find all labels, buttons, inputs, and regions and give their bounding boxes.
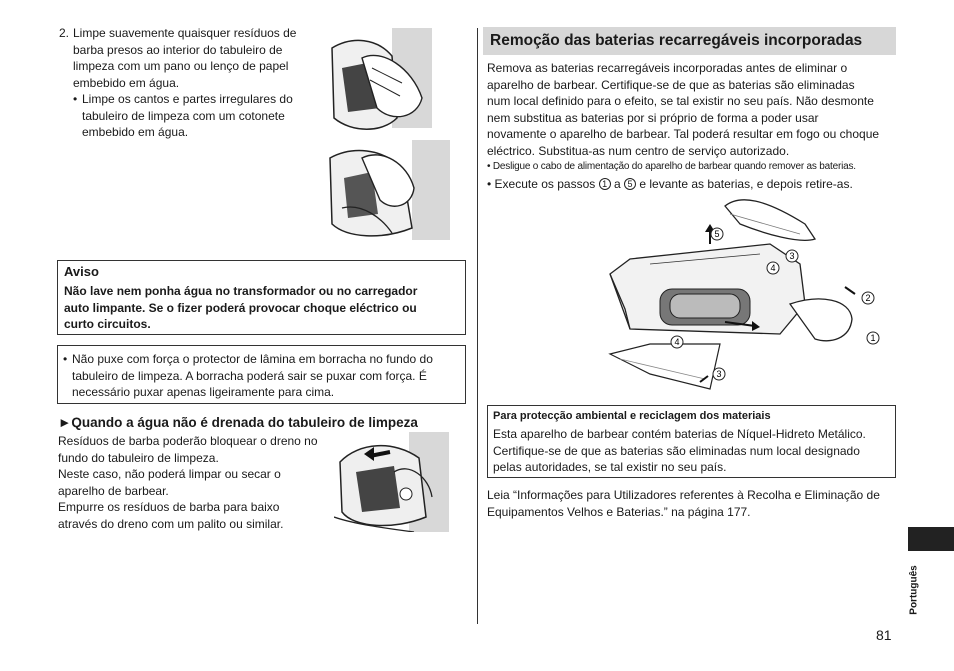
- text-line: embebido em água.: [73, 75, 180, 90]
- steps-text-mid: a: [613, 177, 621, 191]
- text-line: Remova as baterias recarregáveis incorporadas antes de eliminar o: [487, 61, 848, 75]
- text-line: tabuleiro de limpeza. A borracha poderá sair se puxar com força. É: [72, 368, 427, 383]
- diagram-label-3: 3: [789, 251, 795, 261]
- language-tab: [908, 527, 954, 551]
- bullet-marker: •: [487, 161, 491, 172]
- drain-illustration: [334, 432, 449, 532]
- diagram-label-3-bottom: 3: [716, 369, 722, 379]
- text-line: num local definido para o efeito, se tal existir no seu país. Não desmonte: [487, 94, 874, 108]
- diagram-label-2: 2: [865, 293, 871, 303]
- read-info-text: [487, 487, 880, 520]
- text-line: tabuleiro de limpeza com um cotonete: [82, 108, 285, 123]
- step-2-bullet-text: [82, 91, 293, 141]
- text-line: Certifique-se de que as baterias são eliminadas num local designado: [493, 443, 860, 458]
- text-line: nem substitua as baterias por si próprio de forma a poder usar: [487, 110, 819, 125]
- text-line: Limpe suavemente quaisquer resíduos de: [73, 26, 297, 40]
- bullet-marker: •: [487, 177, 492, 191]
- bullet-unplug-text: Desligue o cabo de alimentação do aparelho de barbear quando remover as baterias.: [492, 161, 856, 172]
- steps-text-pre: Execute os passos: [494, 177, 596, 191]
- bullet-marker: •: [73, 92, 78, 106]
- step-2-number: 2.: [59, 26, 70, 40]
- text-line: embebido em água.: [82, 125, 189, 139]
- text-line: novamente o aparelho de barbear. Tal poderá resultar em fogo ou choque: [487, 127, 880, 141]
- text-line: auto limpante. Se o fizer poderá provocar choque eléctrico ou: [64, 300, 417, 315]
- text-line: pelas autoridades, se tal existir no seu país.: [493, 460, 727, 474]
- bullet-steps: [487, 176, 853, 193]
- text-line: Leia “Informações para Utilizadores referentes à Recolha e Eliminação de: [487, 488, 880, 502]
- text-line: limpeza com um pano ou lenço de papel: [73, 59, 289, 73]
- page-number: 81: [876, 627, 892, 643]
- step-number-circle: 1: [599, 178, 611, 190]
- language-text: Português: [908, 565, 920, 615]
- diagram-label-4: 4: [770, 263, 776, 273]
- diagram-label-1: 1: [870, 333, 876, 343]
- text-line: Equipamentos Velhos e Baterias.” na página 177.: [487, 504, 751, 519]
- column-divider: [477, 28, 478, 624]
- drain-heading-text: Quando a água não é drenada do tabuleiro de limpeza: [71, 415, 418, 430]
- step-number-circle: 5: [624, 178, 636, 190]
- text-line: Neste caso, não poderá limpar ou secar o: [58, 467, 281, 481]
- environment-title: Para protecção ambiental e reciclagem dos materiais: [493, 410, 771, 422]
- text-line: eléctrico. Substitua-as num centro de serviço autorizado.: [487, 143, 790, 158]
- text-line: barba presos ao interior do tabuleiro de: [73, 42, 283, 57]
- text-line: aparelho de barbear.: [58, 483, 169, 498]
- text-line: Não puxe com força o protector de lâmina em borracha no fundo do: [72, 352, 433, 366]
- steps-text-post: e levante as baterias, e depois retire-as.: [639, 177, 853, 191]
- step-2-text: [73, 25, 296, 91]
- text-line: Limpe os cantos e partes irregulares do: [82, 92, 293, 106]
- battery-removal-text: [487, 60, 879, 159]
- language-label: [903, 560, 925, 620]
- text-line: Empurre os resíduos de barba para baixo: [58, 500, 280, 514]
- section-heading: Remoção das baterias recarregáveis incorporadas: [490, 32, 863, 49]
- text-line: através do dreno com um palito ou similar.: [58, 516, 284, 531]
- cleaning-tray-illustration: [322, 28, 450, 242]
- text-line: Esta aparelho de barbear contém baterias de Níquel-Hidreto Metálico.: [493, 427, 866, 441]
- section-heading-bar: [483, 27, 896, 55]
- environment-text: [493, 426, 866, 476]
- diagram-label-4-bottom: 4: [674, 337, 680, 347]
- text-line: Não lave nem ponha água no transformador ou no carregador: [64, 284, 418, 298]
- text-line: fundo do tabuleiro de limpeza.: [58, 450, 219, 465]
- drain-text: [58, 433, 318, 532]
- warning-text: [64, 283, 417, 333]
- note-text: [72, 351, 433, 401]
- triangle-right-icon: ►: [58, 415, 72, 430]
- text-line: curto circuitos.: [64, 317, 151, 331]
- bullet-unplug: [487, 160, 856, 174]
- diagram-label-5: 5: [714, 229, 720, 239]
- warning-title: Aviso: [64, 264, 99, 279]
- shaver-exploded-diagram: [590, 194, 890, 394]
- text-line: aparelho de barbear. Certifique-se de que as baterias são eliminadas: [487, 77, 855, 92]
- text-line: necessário puxar apenas ligeiramente para cima.: [72, 385, 335, 399]
- drain-heading: [58, 415, 418, 430]
- bullet-marker: •: [63, 352, 68, 366]
- text-line: Resíduos de barba poderão bloquear o dreno no: [58, 434, 318, 448]
